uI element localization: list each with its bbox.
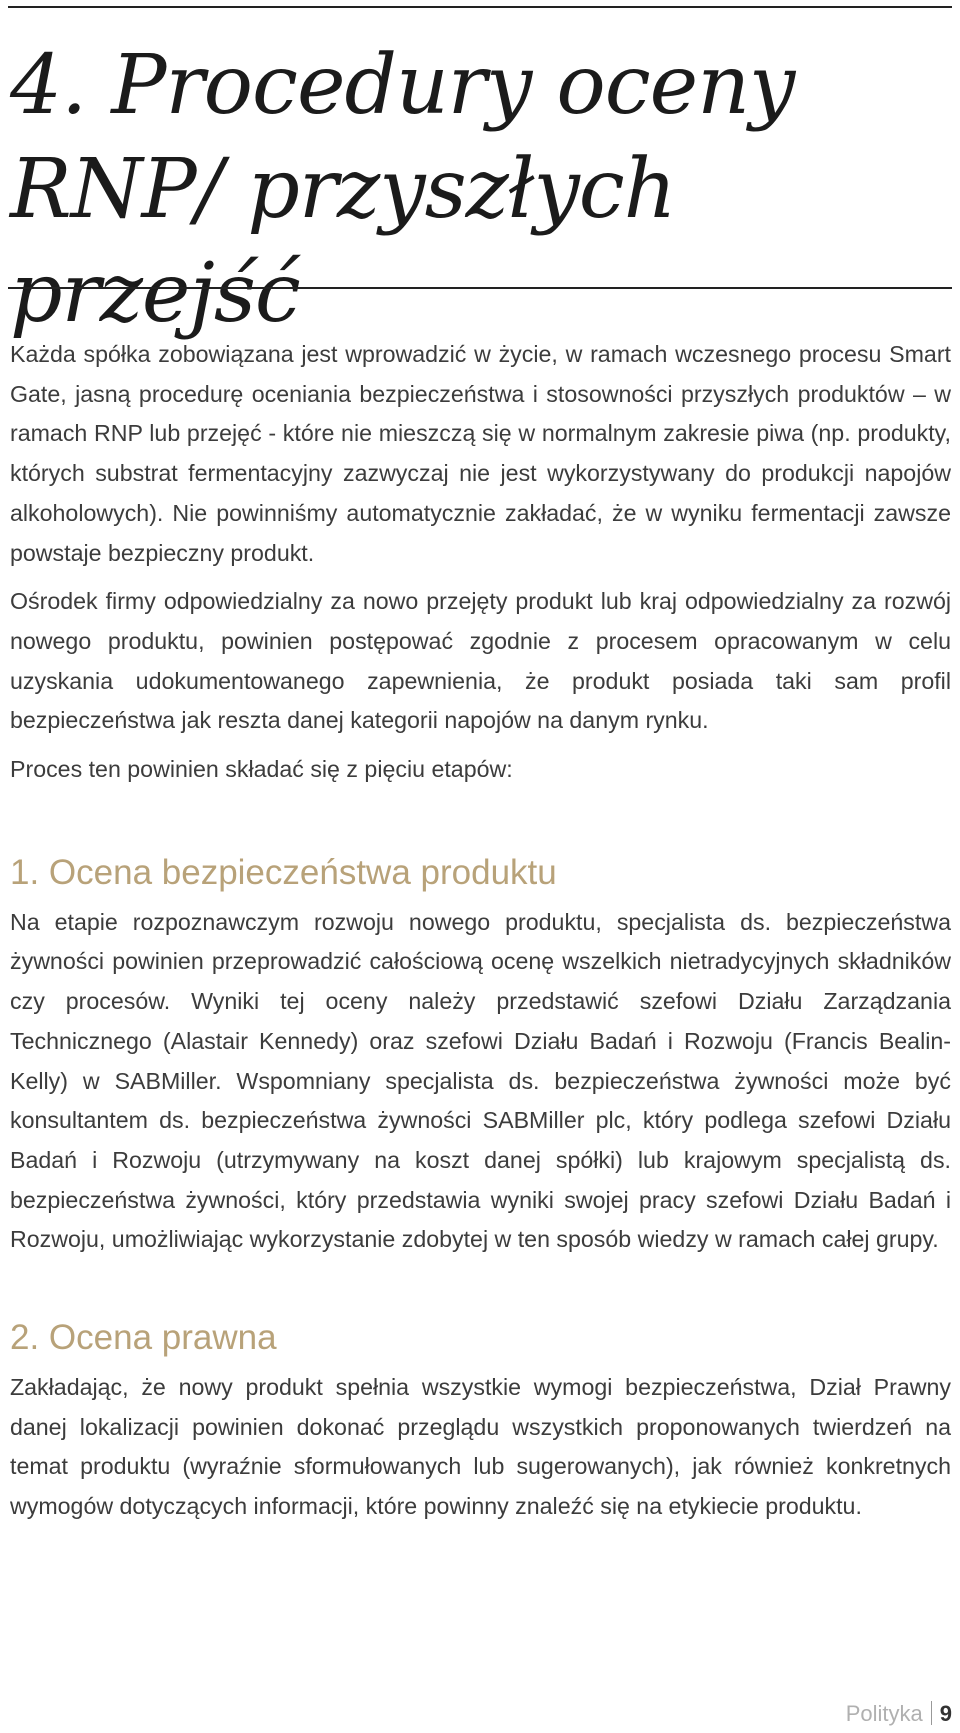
section-body-1: Na etapie rozpoznawczym rozwoju nowego produktu, specjalista ds. bezpieczeństwa żywności powinien przeprowadzić całościową ocenę wszelkich nietradycyjnych składników czy procesów. Wyniki tej oceny należy przedstawić szefowi Działu Zarządzania Technicznego (Alastair Kennedy) oraz szefowi Działu Badań i Rozwoju (Francis Bealin-Kelly) w SABMiller. Wspomniany specjalista ds. bezpieczeństwa żywności może być konsultantem ds. bezpieczeństwa żywności SABMiller plc, który podlega szefowi Działu Badań i Rozwoju (utrzymywany na koszt danej spółki) lub krajowym specjalistą ds. bezpieczeństwa żywności, który przedstawia wyniki swojej pracy szefowi Działu Badań i Rozwoju, umożliwiając wykorzystanie zdobytej w ten sposób wiedzy w ramach całej grupy. bbox=[10, 908, 951, 1253]
intro-paragraph-3: Proces ten powinien składać się z pięciu etapów: bbox=[10, 756, 513, 783]
page-number: 9 bbox=[939, 1701, 952, 1726]
title-rule bbox=[8, 287, 952, 289]
top-rule bbox=[8, 6, 952, 8]
intro-paragraph-1: Każda spółka zobowiązana jest wprowadzić w życie, w ramach wczesnego procesu Smart Gate, jasną procedurę oceniania bezpieczeństwa i stosowności przyszłych produktów – w ramach RNP lub przejęć - które nie mieszczą się w normalnym zakresie piwa (np. produkty, których substrat fermentacyjny zazwyczaj nie jest wykorzystywany do produkcji napojów alkoholowych). Nie powinniśmy automatycznie zakładać, że w wyniku fermentacji zawsze powstaje bezpieczny produkt. bbox=[10, 341, 951, 566]
main-content bbox=[10, 335, 951, 1536]
page-footer bbox=[846, 1700, 952, 1728]
section-heading-2: 2. Ocena prawna bbox=[10, 1318, 277, 1358]
intro-paragraph-2: Ośrodek firmy odpowiedzialny za nowo przejęty produkt lub kraj odpowiedzialny za rozwój nowego produktu, powinien postępować zgodnie z procesem opracowanym w celu uzyskania udokumentowanego zapewnienia, że produkt posiada taki sam profil bezpieczeństwa jak reszta danej kategorii napojów na danym rynku. bbox=[10, 588, 951, 734]
footer-section-label: Polityka bbox=[845, 1701, 923, 1726]
footer-divider bbox=[931, 1701, 932, 1725]
section-heading-1: 1. Ocena bezpieczeństwa produktu bbox=[10, 852, 557, 892]
section-body-2: Zakładając, że nowy produkt spełnia wszystkie wymogi bezpieczeństwa, Dział Prawny danej lokalizacji powinien dokonać przeglądu wszystkich proponowanych twierdzeń na temat produktu (wyraźnie sformułowanych lub sugerowanych), jak również konkretnych wymogów dotyczących informacji, które powinny znaleźć się na etykiecie produktu. bbox=[10, 1374, 951, 1520]
page-title: 4. Procedury oceny RNP/ przyszłych przejść bbox=[10, 38, 795, 341]
